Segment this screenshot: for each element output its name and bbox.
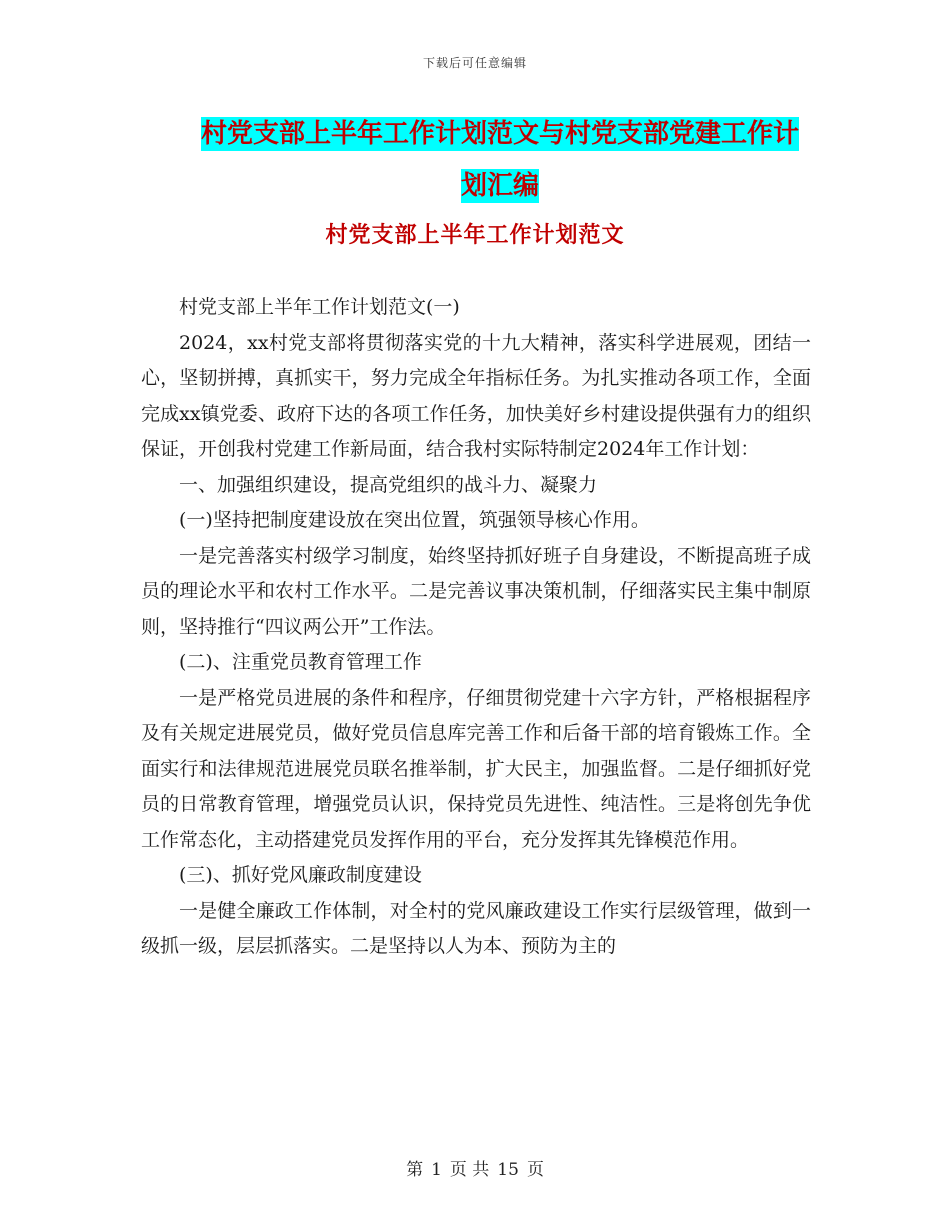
title-line-1: 村党支部上半年工作计划范文与村党支部党建工作计: [200, 119, 799, 149]
paragraph: 一是健全廉政工作体制，对全村的党风廉政建设工作实行层级管理，做到一级抓一级，层层抓落实。二是坚持以人为本、预防为主的: [141, 899, 811, 957]
footer-prefix: 第: [406, 1160, 424, 1180]
paragraph: (一)坚持把制度建设放在突出位置，筑强领导核心作用。: [179, 509, 650, 531]
paragraph: 一是完善落实村级学习制度，始终坚持抓好班子自身建设，不断提高班子成员的理论水平和农村工作水平。二是完善议事决策机制，仔细落实民主集中制原则，坚持推行“四议两公开”工作法。: [141, 544, 811, 638]
paragraph: (三)、抓好党风廉政制度建设: [179, 864, 422, 886]
title-line-2: 划汇编: [460, 171, 539, 201]
paragraph: 一是严格党员进展的条件和程序，仔细贯彻党建十六字方针，严格根据程序及有关规定进展党员，做好党员信息库完善工作和后备干部的培育锻炼工作。全面实行和法律规范进展党员联名推举制，扩大民主，加强监督。二是仔细抓好党员的日常教育管理，增强党员认识，保持党员先进性、纯洁性。三是将创先争优工作常态化，主动搭建党员发挥作用的平台，充分发挥其先锋模范作用。: [141, 686, 811, 851]
paragraph: 一、加强组织建设，提高党组织的战斗力、凝聚力: [179, 473, 598, 496]
paragraph: 2024，xx村党支部将贯彻落实党的十九大精神，落实科学进展观，团结一心，坚韧拼搏，真抓实干，努力完成全年指标任务。为扎实推动各项工作，全面完成xx镇党委、政府下达的各项工作任务，加快美好乡村建设提供强有力的组织保证，开创我村党建工作新局面，结合我村实际特制定2024年工作计划：: [141, 331, 811, 460]
page-footer: [0, 1155, 950, 1180]
section-title: 村党支部上半年工作计划范文: [325, 223, 625, 248]
paragraph: 村党支部上半年工作计划范文(一): [179, 296, 460, 318]
paragraph: (二)、注重党员教育管理工作: [179, 651, 422, 673]
footer-suffix: 页: [526, 1160, 544, 1180]
footer-current-page: 1: [431, 1160, 442, 1180]
footer-total-pages: 15: [497, 1160, 519, 1180]
document-title: [180, 108, 820, 212]
footer-middle: 页 共: [449, 1160, 490, 1180]
document-body: [141, 290, 811, 965]
header-note: 下载后可任意编辑: [422, 56, 527, 70]
